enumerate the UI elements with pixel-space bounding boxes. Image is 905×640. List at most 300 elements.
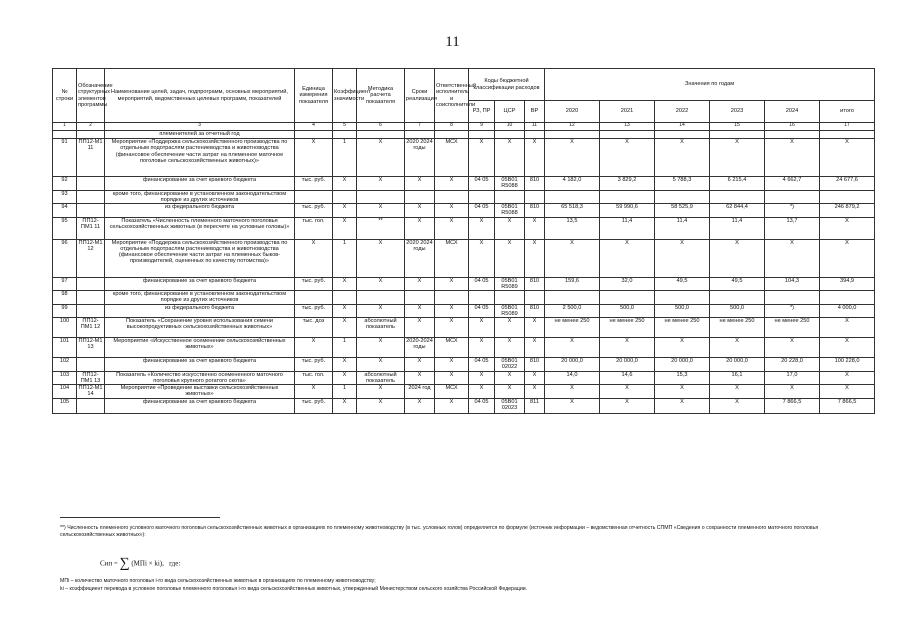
row-resp: МСХ [435,385,469,399]
row-total: Х [820,239,875,277]
hdr-csr: ЦСР [495,101,525,123]
row-year-value: 2 500,0 [545,304,600,318]
row-year-value: 49,5 [655,277,710,291]
table-row [53,177,875,191]
row-rzpr: Х [469,239,495,277]
row-year-value: 16,1 [710,371,765,385]
row-year-value: 11,4 [710,217,765,239]
row-method: Х [357,239,405,277]
row-rzpr: Х [469,371,495,385]
row-year-value: не менее 250 [600,318,655,338]
row-year-value: 14,6 [600,371,655,385]
row-rzpr: 04 05 [469,204,495,218]
row-resp [435,190,469,204]
row-method: Х [357,358,405,372]
row-name: кроме того, финансирование в установленном законодательством порядке из других источников [105,190,295,204]
row-coef: Х [333,358,357,372]
hdr-year-2023: 2023 [710,101,765,123]
row-year-value [600,131,655,139]
row-number: 97 [53,277,77,291]
row-csr: Х [495,139,525,177]
row-year-value: Х [600,338,655,358]
row-year-value: 15,3 [655,371,710,385]
row-year-value: 11,4 [655,217,710,239]
row-vr [525,190,545,204]
row-rzpr [469,291,495,305]
row-vr: Х [525,139,545,177]
hdr-codes: Коды бюджетной классификации расходов [469,69,545,101]
row-structure: ПП12-М1 12 [77,239,105,277]
row-year-value [600,190,655,204]
row-csr [495,291,525,305]
row-vr: 810 [525,177,545,191]
table-row [53,338,875,358]
hdr-num: № строки [53,69,77,123]
row-structure [77,204,105,218]
hdr-vr: ВР [525,101,545,123]
table-row [53,190,875,204]
row-year-value [710,190,765,204]
row-year-value [655,190,710,204]
table-row [53,291,875,305]
row-csr: 05В01 R5089 [495,304,525,318]
row-number: 104 [53,385,77,399]
row-method: абсолютный показатель [357,318,405,338]
row-coef: Х [333,204,357,218]
row-year-value: 17,0 [765,371,820,385]
row-year-value: Х [545,385,600,399]
hdr-unit: Единица измерения показателя [295,69,333,123]
row-unit: тыс. доз [295,318,333,338]
row-coef [333,131,357,139]
table-row [53,204,875,218]
row-unit: тыс. гол. [295,371,333,385]
row-number: 93 [53,190,77,204]
row-year-value: не менее 250 [655,318,710,338]
row-unit [295,131,333,139]
row-period [405,291,435,305]
row-total: Х [820,338,875,358]
hdr-year-2024: 2024 [765,101,820,123]
row-period: Х [405,358,435,372]
row-total: Х [820,139,875,177]
row-year-value: 13,5 [545,217,600,239]
row-vr: Х [525,371,545,385]
row-vr: Х [525,217,545,239]
table-row [53,318,875,338]
row-number: 102 [53,358,77,372]
row-number: 96 [53,239,77,277]
row-csr [495,131,525,139]
column-index-row: 1 2 3 4 5 6 7 8 9 10 11 12 13 14 15 16 17 [53,123,875,131]
row-csr: Х [495,318,525,338]
row-period: Х [405,304,435,318]
row-resp: МСХ [435,338,469,358]
table-row [53,139,875,177]
row-year-value: 20 000,0 [655,358,710,372]
row-year-value: Х [600,139,655,177]
row-name: племенителей за отчетный год [105,131,295,139]
row-structure [77,291,105,305]
row-year-value [710,291,765,305]
row-year-value: 62 844,4 [710,204,765,218]
row-year-value: 14,0 [545,371,600,385]
table-row [53,217,875,239]
row-csr: 05В01 R5089 [495,277,525,291]
row-period: Х [405,217,435,239]
row-coef [333,190,357,204]
table-row [53,304,875,318]
row-vr: 810 [525,204,545,218]
row-year-value: Х [655,385,710,399]
row-year-value: Х [655,239,710,277]
row-year-value [655,131,710,139]
row-year-value: Х [710,398,765,413]
row-resp [435,291,469,305]
row-structure [77,131,105,139]
row-unit: Х [295,139,333,177]
row-vr: 810 [525,277,545,291]
row-rzpr: 04 05 [469,177,495,191]
row-name: Мероприятие «Поддержка сельскохозяйственного производства по отдельным подотраслям растениеводства и животноводства (финансовое обеспечение части затрат на племенное маточное поголовье сельскохозяйственных животных)» [105,139,295,177]
row-structure: ПП12-М1 11 [77,139,105,177]
row-name: Показатель «Численность племенного маточного поголовья сельскохозяйственных животных (в пересчете на условные головы)» [105,217,295,239]
row-method: Х [357,139,405,177]
row-year-value [655,291,710,305]
row-resp: Х [435,204,469,218]
hdr-resp: Ответственный исполнитель и соисполнители [435,69,469,123]
row-structure [77,358,105,372]
row-csr: Х [495,385,525,399]
row-structure [77,398,105,413]
row-structure: ПП12-М1 13 [77,338,105,358]
row-method: Х [357,277,405,291]
row-year-value: Х [710,239,765,277]
row-year-value: 6 215,4 [710,177,765,191]
row-number: 92 [53,177,77,191]
table-row [53,239,875,277]
table-row [53,371,875,385]
row-name: финансирование за счет краевого бюджета [105,177,295,191]
row-resp: Х [435,277,469,291]
row-csr: 05В01 R5088 [495,204,525,218]
row-total [820,291,875,305]
row-unit: тыс. руб. [295,304,333,318]
program-table [52,68,875,414]
row-year-value: 500,0 [655,304,710,318]
row-vr: Х [525,385,545,399]
row-name: Мероприятие «Поддержка сельскохозяйственного производства по отдельным подотраслям растениеводства и животноводства (финансовое обеспечение части затрат на племенных быков-производителей, оцененных по качеству потомства)» [105,239,295,277]
footnote-text: **) Численность племенного условного маточного поголовья сельскохозяйственных животных в организациях по племенному животноводству (в тыс. условных голов) определяется по формуле (источник информации – ведомственная отчетность СПМП «Сведения о сохранности племенного маточного поголовья сельскохозяйственных животных»): [60,525,819,538]
row-year-value: Х [710,338,765,358]
row-rzpr: Х [469,318,495,338]
hdr-period: Сроки реализации [405,69,435,123]
row-period: Х [405,177,435,191]
row-coef [333,291,357,305]
row-rzpr: Х [469,139,495,177]
hdr-coef: Коэффициент значимости [333,69,357,123]
page-number: 11 [445,34,460,50]
footnote-rule [60,517,220,518]
row-csr: Х [495,239,525,277]
row-resp: Х [435,177,469,191]
row-year-value: Х [765,239,820,277]
table-row [53,385,875,399]
row-coef: 1 [333,338,357,358]
row-year-value [710,131,765,139]
row-total: Х [820,217,875,239]
row-csr: 05В01 R5088 [495,177,525,191]
row-method: Х [357,204,405,218]
hdr-structure: Обозначение структурных элементов программы [77,69,105,123]
row-name: Мероприятие «Искусственное осеменение сельскохозяйственных животных» [105,338,295,358]
row-rzpr: Х [469,385,495,399]
hdr-name: Наименование целей, задач, подпрограмм, основных мероприятий, мероприятий, ведомственных целевых программ, показателей [105,69,295,123]
row-year-value: не менее 250 [765,318,820,338]
row-period: 2020-2024 годы [405,338,435,358]
row-year-value: 20 000,0 [600,358,655,372]
row-period: Х [405,318,435,338]
row-number: 105 [53,398,77,413]
row-year-value: Х [655,398,710,413]
row-unit: тыс. руб. [295,277,333,291]
row-year-value: Х [545,139,600,177]
row-csr: Х [495,217,525,239]
hdr-values: Значения по годам [545,69,875,101]
row-rzpr: 04 05 [469,398,495,413]
footnote-line-2: ki – коэффициент перевода в условное поголовье племенного поголовья i-го вида сельскохозяйственных животных, утвержденный Министерством сельского хозяйства Российской Федерации. [60,586,528,592]
row-coef: Х [333,398,357,413]
row-year-value [600,291,655,305]
row-coef: Х [333,318,357,338]
row-coef: Х [333,277,357,291]
row-year-value: 7 866,5 [765,398,820,413]
row-total [820,131,875,139]
row-name: финансирование за счет краевого бюджета [105,358,295,372]
row-total: 24 677,6 [820,177,875,191]
row-year-value: Х [710,139,765,177]
hdr-year-2020: 2020 [545,101,600,123]
row-number: 103 [53,371,77,385]
row-structure: ПП12-ПМ1 12 [77,318,105,338]
row-number: 94 [53,204,77,218]
row-total: 100 228,0 [820,358,875,372]
row-name: финансирование за счет краевого бюджета [105,398,295,413]
row-resp: Х [435,217,469,239]
row-total: Х [820,318,875,338]
row-year-value: Х [600,398,655,413]
row-structure [77,277,105,291]
row-period: 2020 2024 годы [405,239,435,277]
row-unit: тыс. руб. [295,398,333,413]
row-year-value: *) [765,304,820,318]
row-resp: Х [435,371,469,385]
row-unit: тыс. руб. [295,204,333,218]
row-year-value: 104,3 [765,277,820,291]
row-period: 2024 год [405,385,435,399]
row-year-value: 20 228,0 [765,358,820,372]
row-method: Х [357,304,405,318]
row-name: Показатель «Сохранение уровня использования семени высокопродуктивных сельскохозяйственных животных» [105,318,295,338]
row-structure [77,177,105,191]
row-year-value: Х [710,385,765,399]
row-year-value: 11,4 [600,217,655,239]
row-method: Х [357,177,405,191]
row-number: 100 [53,318,77,338]
row-vr: Х [525,338,545,358]
row-vr: 810 [525,304,545,318]
row-method [357,291,405,305]
formula-right: (МПi × ki), [131,559,164,568]
row-coef: Х [333,177,357,191]
row-year-value: 159,6 [545,277,600,291]
formula [100,556,180,572]
row-number: 91 [53,139,77,177]
table-row [53,358,875,372]
row-name: из федерального бюджета [105,204,295,218]
row-coef: Х [333,304,357,318]
row-unit: тыс. руб. [295,358,333,372]
row-coef: 1 [333,239,357,277]
row-total: 7 866,5 [820,398,875,413]
formula-left: Сип = [100,559,120,568]
row-method [357,190,405,204]
row-period: Х [405,371,435,385]
row-year-value [765,190,820,204]
row-number: 95 [53,217,77,239]
hdr-year-2022: 2022 [655,101,710,123]
hdr-method: Методика расчета показателя [357,69,405,123]
row-total [820,190,875,204]
row-period [405,190,435,204]
row-year-value [545,190,600,204]
row-period: Х [405,204,435,218]
row-year-value: Х [765,139,820,177]
row-resp: МСХ [435,139,469,177]
row-number: 99 [53,304,77,318]
row-structure: ПП12-ПМ1 13 [77,371,105,385]
row-year-value: 13,7 [765,217,820,239]
row-csr [495,190,525,204]
row-period [405,131,435,139]
row-total: Х [820,371,875,385]
row-unit [295,291,333,305]
row-year-value: 500,0 [600,304,655,318]
row-year-value: 4 182,0 [545,177,600,191]
row-csr: 05В01 02022 [495,358,525,372]
row-year-value: Х [655,139,710,177]
row-total: Х [820,385,875,399]
row-coef: 1 [333,139,357,177]
row-year-value: 20 000,0 [545,358,600,372]
row-coef: 1 [333,385,357,399]
table-row [53,131,875,139]
row-structure: ПП12-М1 14 [77,385,105,399]
row-year-value: Х [765,338,820,358]
row-unit: тыс. руб. [295,177,333,191]
table-row [53,277,875,291]
row-year-value: 49,5 [710,277,765,291]
row-name: из федерального бюджета [105,304,295,318]
row-total: 394,9 [820,277,875,291]
row-year-value: 3 829,2 [600,177,655,191]
hdr-total: итого [820,101,875,123]
footnote-line-1: МПi – количество маточного поголовья i-го вида сельскохозяйственных животных в организациях по племенному животноводству; [60,578,376,584]
formula-where: где: [169,559,181,568]
row-resp [435,131,469,139]
sum-icon: ∑ [119,556,130,571]
row-resp: Х [435,358,469,372]
row-unit: Х [295,338,333,358]
row-period: 2020 2024 годы [405,139,435,177]
row-resp: Х [435,318,469,338]
row-unit: тыс. гол. [295,217,333,239]
row-csr: Х [495,338,525,358]
row-rzpr [469,131,495,139]
row-year-value: Х [545,239,600,277]
row-coef: Х [333,371,357,385]
row-vr: 811 [525,398,545,413]
row-structure: ПП12-ПМ1 11 [77,217,105,239]
row-method: Х [357,398,405,413]
row-year-value: Х [600,239,655,277]
row-number: 98 [53,291,77,305]
row-year-value: 32,0 [600,277,655,291]
row-number: 101 [53,338,77,358]
row-rzpr: 04 05 [469,304,495,318]
row-year-value: Х [655,338,710,358]
row-resp: МСХ [435,239,469,277]
row-unit [295,190,333,204]
row-year-value: Х [545,398,600,413]
row-year-value: 4 662,7 [765,177,820,191]
row-vr [525,291,545,305]
row-rzpr: 04 05 [469,277,495,291]
row-rzpr [469,190,495,204]
row-method: Х [357,385,405,399]
row-year-value [545,291,600,305]
row-csr: Х [495,371,525,385]
row-method: абсолютный показатель [357,371,405,385]
row-number [53,131,77,139]
row-method: ** [357,217,405,239]
row-rzpr: Х [469,217,495,239]
hdr-year-2021: 2021 [600,101,655,123]
row-period: Х [405,277,435,291]
row-unit: Х [295,239,333,277]
row-year-value: 20 000,0 [710,358,765,372]
row-name: кроме того, финансирование в установленном законодательством порядке из других источников [105,291,295,305]
row-coef: Х [333,217,357,239]
row-year-value: Х [545,338,600,358]
row-year-value: *) [765,204,820,218]
row-rzpr: Х [469,338,495,358]
row-year-value: не менее 250 [710,318,765,338]
row-rzpr: 04 05 [469,358,495,372]
row-vr: Х [525,318,545,338]
row-total: 246 879,2 [820,204,875,218]
row-unit: Х [295,385,333,399]
row-year-value [545,131,600,139]
row-year-value: 65 518,3 [545,204,600,218]
row-vr [525,131,545,139]
row-year-value [765,131,820,139]
row-structure [77,190,105,204]
row-year-value: Х [765,385,820,399]
row-year-value: 59 990,6 [600,204,655,218]
row-year-value: не менее 250 [545,318,600,338]
row-method: Х [357,338,405,358]
